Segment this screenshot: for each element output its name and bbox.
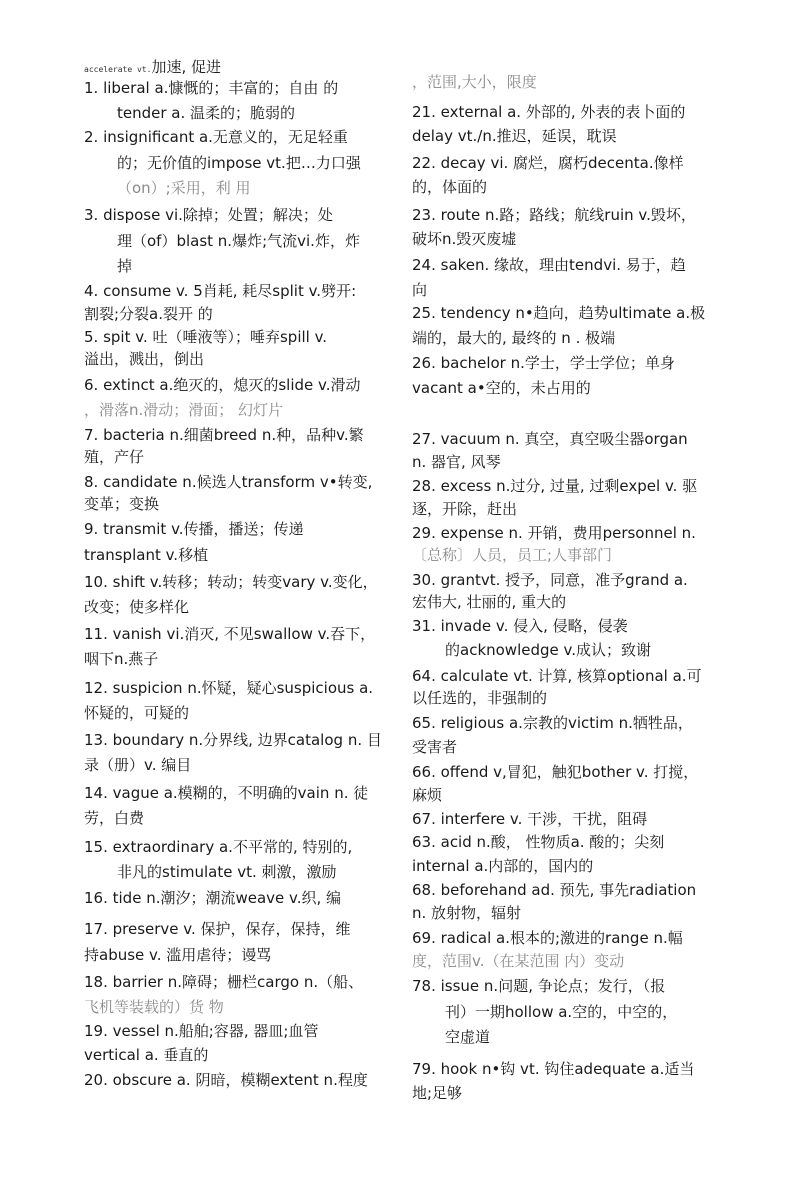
text-line: 破坏n.毁灭废墟 [412,230,517,248]
text-line: 5. spit v. 吐（唾液等）；唾弃spill v. [84,328,328,346]
text-line: 〔总称〕人员，员工;人事部门 [412,546,613,564]
text-line: 23. route n.路；路线；航线ruin v.毁坏， [412,206,696,224]
text-line: 的；无价值的impose vt.把…力口强 [117,154,361,172]
text-line: 以任选的，非强制的 [412,689,548,707]
text-line: 69. radical a.根本的;激进的range n.幅 [412,929,683,947]
text-line: ，范围,大小，限度 [412,73,537,91]
text-line: 29. expense n. 开销，费用personnel n. [412,524,696,542]
text-line: 变革；变换 [84,495,160,513]
text-line: 24. saken. 缘故，理由tendvi. 易于，趋 [412,256,686,274]
text-line: 63. acid n.酸， 性物质a. 酸的；尖刻 [412,833,665,851]
text-line: 25. tendency n•趋向，趋势ultimate a.极 [412,304,706,322]
text-line: 度，范围v.（在某范围 内）变动 [412,952,625,970]
text-line: 26. bachelor n.学士，学士学位；单身 [412,354,675,372]
heading-line [84,57,221,80]
text-line: 向 [412,281,428,299]
text-line: 改变；使多样化 [84,598,190,616]
text-line: 1. liberal a.慷慨的；丰富的；自由 的 [84,79,339,97]
text-line: 21. external a. 外部的, 外表的表卜面的 [412,103,686,121]
text-line: 67. interfere v. 干涉，干扰，阻碍 [412,810,648,828]
text-line: 22. decay vi. 腐烂，腐朽decenta.像样 [412,154,684,172]
text-line: 理（of）blast n.爆炸;气流vi.炸，炸 [117,232,360,250]
text-line: 16. tide n.潮汐；潮流weave v.织, 编 [84,889,342,907]
text-line: 78. issue n.问题, 争论点；发行，（报 [412,977,666,995]
text-line: 宏伟大, 壮丽的, 重大的 [412,593,567,611]
text-line: （on）;采用，利 用 [117,179,251,197]
text-line: 持abuse v. 滥用虐待；谩骂 [84,946,272,964]
text-line: 8. candidate n.候选人transform v•转变, [84,473,373,491]
text-line: 30. grantvt. 授予，同意，准予grand a. [412,571,688,589]
text-line: 11. vanish vi.消灭, 不见swallow v.吞下， [84,625,376,643]
text-line: 咽下n.燕子 [84,650,159,668]
text-line: 12. suspicion n.怀疑，疑心suspicious a. [84,679,374,697]
text-line: 劳，白费 [84,809,145,827]
text-line: 28. excess n.过分, 过量, 过剩expel v. 驱 [412,477,698,495]
text-line: internal a.内部的，国内的 [412,857,594,875]
text-line: delay vt./n.推迟，延误，耽误 [412,127,617,145]
text-line: 2. insignificant a.无意义的，无足轻重 [84,128,348,146]
text-line: 受害者 [412,738,458,756]
text-line: 麻烦 [412,786,443,804]
text-line: 怀疑的，可疑的 [84,704,190,722]
text-line: 27. vacuum n. 真空，真空吸尘器organ [412,430,688,448]
text-line: 的，体面的 [412,178,488,196]
text-line: 端的，最大的, 最终的 n . 极端 [412,329,616,347]
text-line: 掉 [117,257,133,275]
text-line: 刊）一期hollow a.空的，中空的， [445,1003,678,1021]
text-line: 6. extinct a.绝灭的，熄灭的slide v.滑动 [84,376,361,394]
text-line: n. 放射物，辐射 [412,904,522,922]
text-line: 9. transmit v.传播，播送；传递 [84,520,304,538]
heading-big-text: 加速, 促进 [151,58,221,76]
text-line: 18. barrier n.障碍；栅栏cargo n.（船、 [84,973,364,991]
text-line: 19. vessel n.船舶;容器, 器皿;血管 [84,1022,319,1040]
text-line: 非凡的stimulate vt. 刺激，激励 [117,863,337,881]
text-line: 15. extraordinary a.不平常的, 特别的, [84,838,353,856]
text-line: ，滑落n.滑动；滑面； 幻灯片 [84,401,284,419]
text-line: 7. bacteria n.细菌breed n.种，品种v.繁 [84,426,364,444]
text-line: 割裂;分裂a.裂开 的 [84,305,213,323]
text-line: vacant a•空的，未占用的 [412,379,591,397]
text-line: 4. consume v. 5肖耗, 耗尽split v.劈开: [84,282,357,300]
text-line: 地;足够 [412,1084,463,1102]
text-line: vertical a. 垂直的 [84,1046,209,1064]
text-line: 的acknowledge v.成认；致谢 [445,641,651,659]
text-line: 17. preserve v. 保护，保存，保持，维 [84,920,351,938]
text-line: 飞机等装载的）货 物 [84,998,224,1016]
text-line: 13. boundary n.分界线, 边界catalog n. 目 [84,731,382,749]
text-line: 殖，产仔 [84,448,145,466]
text-line: 65. religious a.宗教的victim n.牺牲品， [412,714,693,732]
text-line: 14. vague a.模糊的，不明确的vain n. 徒 [84,784,369,802]
text-line: 64. calculate vt. 计算, 核算optional a.可 [412,667,702,685]
text-line: 79. hook n•钩 vt. 钩住adequate a.适当 [412,1060,695,1078]
text-line: 31. invade v. 侵入, 侵略，侵袭 [412,617,628,635]
text-line: tender a. 温柔的；脆弱的 [117,104,296,122]
text-line: n. 器官, 风琴 [412,453,501,471]
text-line: 20. obscure a. 阴暗，模糊extent n.程度 [84,1071,368,1089]
text-line: 66. offend v,冒犯，触犯bother v. 打搅， [412,763,699,781]
text-line: 空虚道 [445,1028,491,1046]
text-line: 3. dispose vi.除掉；处置；解决；处 [84,206,333,224]
text-line: 10. shift v.转移；转动；转变vary v.变化， [84,573,378,591]
text-line: 68. beforehand ad. 预先, 事先radiation [412,881,697,899]
heading-tiny-text: accelerate vt. [84,65,152,74]
text-line: 录（册）v. 编目 [84,756,192,774]
text-line: 溢出，溅出，倒出 [84,350,205,368]
text-line: transplant v.移植 [84,546,209,564]
text-line: 逐，开除，赶出 [412,500,518,518]
